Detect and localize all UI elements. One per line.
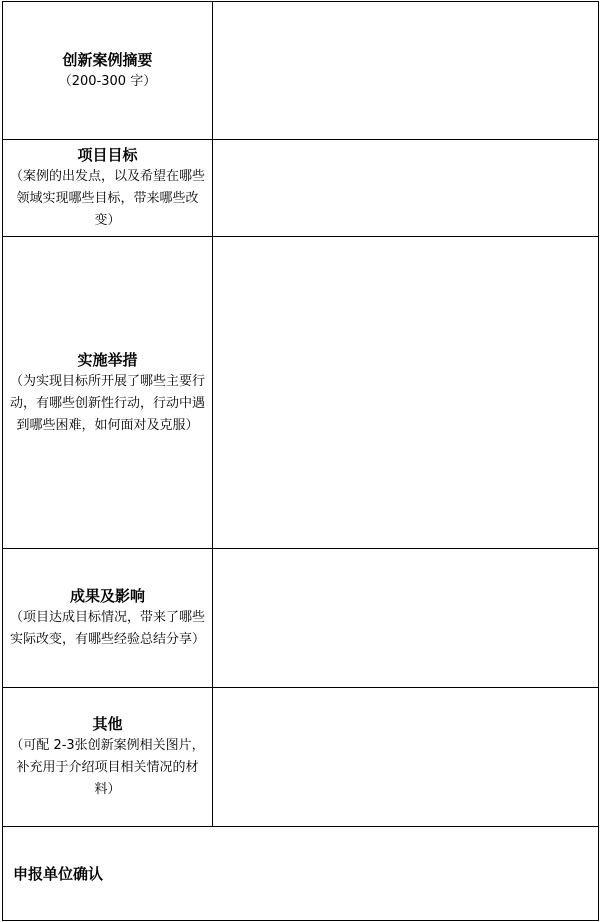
other-title: 其他: [92, 715, 123, 733]
other-label-cell: [3, 688, 213, 827]
confirm-title: 申报单位确认: [13, 865, 104, 883]
measures-input-cell[interactable]: [213, 237, 599, 549]
form-row-results: [3, 549, 599, 688]
summary-input-cell[interactable]: [213, 2, 599, 140]
form-row-confirm: [3, 827, 599, 921]
measures-desc: （为实现目标所开展了哪些主要行动，有哪些创新性行动，行动中遇到哪些困难，如何面对及克服）: [9, 373, 205, 433]
other-desc: （可配 2-3张创新案例相关图片，补充用于介绍项目相关情况的材料）: [10, 738, 205, 797]
summary-title: 创新案例摘要: [62, 50, 153, 69]
goals-input-cell[interactable]: [213, 140, 599, 237]
summary-label-cell: [3, 2, 213, 140]
results-input-cell[interactable]: [213, 549, 599, 688]
goals-label-cell: [3, 140, 213, 237]
goals-title: 项目目标: [77, 146, 138, 164]
form-row-measures: [3, 237, 599, 549]
goals-desc: （案例的出发点，以及希望在哪些领域实现哪些目标，带来哪些改变）: [9, 169, 205, 228]
form-row-other: [3, 688, 599, 827]
measures-label-cell: [3, 237, 213, 549]
results-label-cell: [3, 549, 213, 688]
results-title: 成果及影响: [69, 587, 145, 605]
measures-title: 实施举措: [77, 350, 138, 369]
other-input-cell[interactable]: [213, 688, 599, 827]
confirm-cell[interactable]: [3, 827, 599, 921]
results-desc: （项目达成目标情况，带来了哪些实际改变，有哪些经验总结分享）: [9, 610, 205, 647]
summary-desc: （200-300 字）: [58, 73, 157, 89]
form-row-summary: [3, 2, 599, 140]
case-application-form: [2, 1, 599, 921]
form-row-goals: [3, 140, 599, 237]
